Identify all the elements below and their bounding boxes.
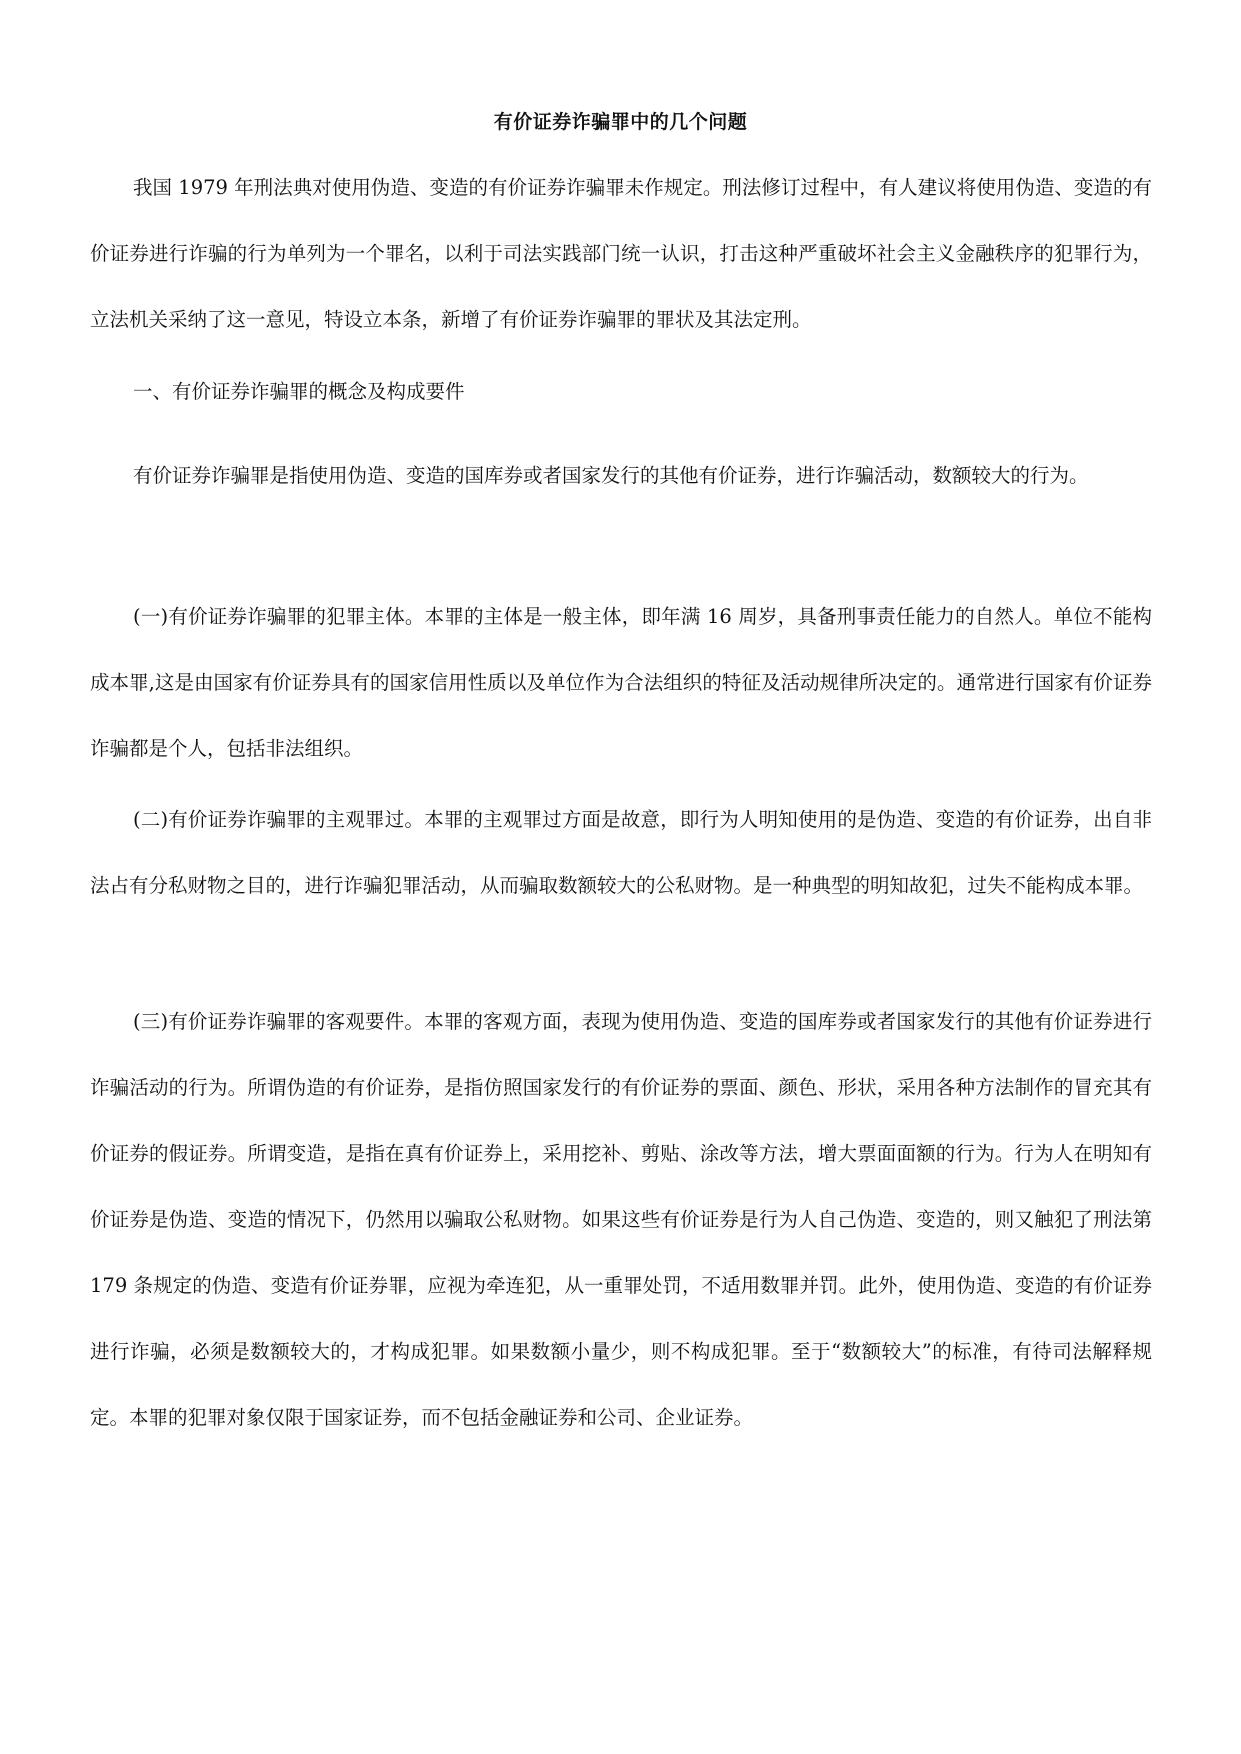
- paragraph-intro: 我国 1979 年刑法典对使用伪造、变造的有价证券诈骗罪未作规定。刑法修订过程中，有人建议将使用伪造、变造的有价证券进行诈骗的行为单列为一个罪名，以利于司法实践部门统一认识，打击这种严重破坏社会主义金融秩序的犯罪行为，立法机关采纳了这一意见，特设立本条，新增了有价证券诈骗罪的罪状及其法定刑。: [90, 176, 1152, 331]
- document-title: 有价证券诈骗罪中的几个问题: [493, 111, 748, 133]
- paragraph-subjective: (二)有价证券诈骗罪的主观罪过。本罪的主观罪过方面是故意，即行为人明知使用的是伪造、变造的有价证券，出自非法占有分私财物之目的，进行诈骗犯罪活动，从而骗取数额较大的公私财物。是一种典型的明知故犯，过失不能构成本罪。: [90, 808, 1152, 897]
- paragraph-subject: (一)有价证券诈骗罪的犯罪主体。本罪的主体是一般主体，即年满 16 周岁，具备刑事责任能力的自然人。单位不能构成本罪,这是由国家有价证券具有的国家信用性质以及单位作为合法组织的特征及活动规律所决定的。通常进行国家有价证券诈骗都是个人，包括非法组织。: [90, 605, 1152, 760]
- paragraph-definition: 有价证券诈骗罪是指使用伪造、变造的国库券或者国家发行的其他有价证券，进行诈骗活动，数额较大的行为。: [133, 464, 1089, 487]
- paragraph-objective: (三)有价证券诈骗罪的客观要件。本罪的客观方面，表现为使用伪造、变造的国库券或者国家发行的其他有价证券进行诈骗活动的行为。所谓伪造的有价证券，是指仿照国家发行的有价证券的票面、颜色、形状，采用各种方法制作的冒充其有价证券的假证券。所谓变造，是指在真有价证券上，采用挖补、剪贴、涂改等方法，增大票面面额的行为。行为人在明知有价证券是伪造、变造的情况下，仍然用以骗取公私财物。如果这些有价证券是行为人自己伪造、变造的，则又触犯了刑法第 179 条规定的伪造、变造有价证券罪，应视为牵连犯，从一重罪处罚，不适用数罪并罚。此外，使用伪造、变造的有价证券进行诈骗，必须是数额较大的，才构成犯罪。如果数额小量少，则不构成犯罪。至于“数额较大”的标准，有待司法解释规定。本罪的犯罪对象仅限于国家证券，而不包括金融证券和公司、企业证券。: [90, 1010, 1152, 1429]
- section-heading-concept: 一、有价证券诈骗罪的概念及构成要件: [133, 380, 465, 403]
